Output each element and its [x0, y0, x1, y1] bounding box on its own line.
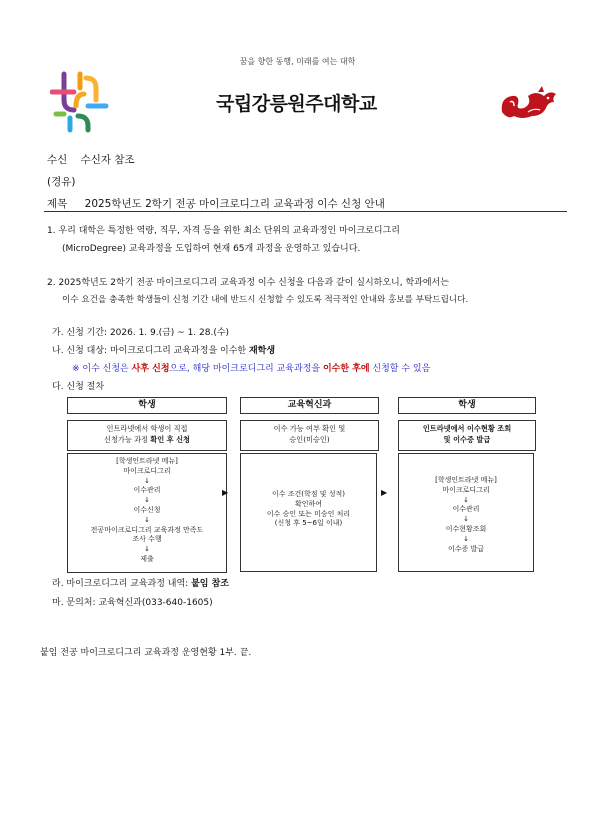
recipient-label: 수신 — [47, 154, 68, 166]
note-bold-1: 사후 신청 — [131, 364, 170, 374]
flow-col1-desc-line2-prefix: 신청가능 과정 — [104, 435, 151, 444]
item-target — [52, 343, 275, 356]
dragon-emblem-icon — [498, 86, 560, 124]
flow-col1-step: [학생인트라넷 메뉴] — [116, 457, 178, 465]
flow-col2-process — [240, 453, 377, 572]
flow-col1-down-arrow: ↓ — [144, 515, 150, 524]
university-logo-icon — [50, 70, 110, 134]
flow-col2-step: (신청 후 5~6일 이내) — [274, 519, 343, 528]
university-name: 국립강릉원주대학교 — [216, 93, 377, 115]
flow-col3-process — [398, 453, 534, 572]
item-procedure-title: 다. 신청 절차 — [52, 382, 105, 392]
flow-col3-down-arrow: ↓ — [463, 515, 469, 524]
flow-col1-desc-line2-bold: 확인 후 신청 — [150, 435, 190, 444]
slogan: 꿈을 향한 동행, 미래를 여는 대학 — [239, 57, 356, 66]
flow-col3-step: [학생인트라넷 메뉴] — [435, 476, 497, 484]
paragraph-1-line-2: (MicroDegree) 교육과정을 도입하여 현재 65개 과정을 운영하고 있습니다. — [62, 244, 361, 254]
flow-arrow-right-icon: ▶ — [222, 488, 229, 497]
recipient-value: 수신자 참조 — [80, 154, 135, 166]
flow-col2-step: 이수 승인 또는 미승인 처리 — [266, 509, 351, 518]
flow-col1-step: 전공마이크로디그리 교육과정 만족도 — [90, 525, 204, 534]
flow-col3-down-arrow: ↓ — [463, 495, 469, 504]
flow-col3-step: 이수관리 — [452, 505, 480, 514]
flow-col2-step: 이수 조건(학점 및 성적) — [272, 490, 345, 498]
flow-col3-down-arrow: ↓ — [463, 534, 469, 543]
flow-col3-description — [398, 420, 536, 451]
flow-col1-desc-line1: 인트라넷에서 학생이 직접 — [106, 424, 188, 433]
flow-col1-step: 제출 — [140, 554, 154, 563]
flow-col3-step: 마이크로디그리 — [442, 485, 490, 494]
flow-col1-step: 마이크로디그리 — [123, 466, 171, 475]
flow-arrow-right-icon: ▶ — [381, 488, 388, 497]
flow-col2-desc-line2: 승인(미승인) — [289, 435, 330, 444]
subject-divider — [44, 211, 567, 212]
flow-col1-down-arrow: ↓ — [144, 476, 150, 485]
note-bold-2: 이수한 후에 — [322, 364, 370, 374]
paragraph-2-line-1: 2. 2025학년도 2학기 전공 마이크로디그리 교육과정 이수 신청을 다음과 같이 실시하오니, 학과에서는 — [47, 278, 449, 288]
flow-col2-desc-line1: 이수 가능 여부 확인 및 — [273, 424, 346, 433]
note-line — [72, 361, 430, 374]
note-suffix: 신청할 수 있음 — [369, 364, 431, 374]
item-course-list-bold: 붙임 참조 — [191, 579, 229, 589]
item-target-text: 나. 신청 대상: 마이크로디그리 교육과정을 이수한 — [52, 346, 249, 356]
flow-col1-description — [67, 420, 227, 451]
flow-col3-header: 학생 — [398, 397, 536, 414]
via-line: (경유) — [47, 176, 76, 188]
flow-col1-down-arrow: ↓ — [144, 545, 150, 554]
paragraph-2-line-2: 이수 요건을 충족한 학생들이 신청 기간 내에 반드시 신청할 수 있도록 적극적인 안내와 홍보를 부탁드립니다. — [62, 295, 469, 305]
flow-col1-down-arrow: ↓ — [144, 496, 150, 505]
item-contact: 마. 문의처: 교육혁신과(033-640-1605) — [52, 598, 213, 608]
attachment-line: 붙임 전공 마이크로디그리 교육과정 운영현황 1부. 끝. — [40, 648, 252, 658]
note-prefix: ※ 이수 신청은 — [72, 364, 132, 374]
note-mid: 으로, 해당 마이크로디그리 교육과정을 — [169, 364, 323, 374]
flow-col3-step: 이수현황조회 — [445, 524, 487, 533]
item-application-period: 가. 신청 기간: 2026. 1. 9.(금) ~ 1. 28.(수) — [52, 328, 230, 338]
flow-col2-header: 교육혁신과 — [240, 397, 379, 414]
flow-col3-desc-line1: 인트라넷에서 이수현황 조회 — [422, 424, 512, 433]
flow-col1-step: 이수신청 — [133, 505, 161, 514]
flow-col2-description — [240, 420, 379, 451]
flow-col1-desc-line2 — [68, 434, 226, 445]
paragraph-1-line-1: 1. 우리 대학은 특정한 역량, 직무, 자격 등을 위한 최소 단위의 교육과정인 마이크로디그리 — [47, 226, 400, 236]
item-course-list — [52, 576, 229, 589]
subject-value: 2025학년도 2학기 전공 마이크로디그리 교육과정 이수 신청 안내 — [84, 198, 385, 210]
flow-col1-step: 이수관리 — [133, 486, 161, 495]
item-course-list-text: 라. 마이크로디그리 교육과정 내역: — [52, 579, 192, 589]
subject-row — [47, 196, 385, 211]
flow-col3-step: 이수증 발급 — [447, 544, 485, 553]
item-target-bold: 재학생 — [248, 346, 276, 356]
recipient-row — [47, 152, 135, 167]
subject-label: 제목 — [47, 198, 68, 210]
flow-col3-desc-line2: 및 이수증 발급 — [443, 435, 491, 444]
flow-col1-process — [67, 453, 227, 573]
flow-col1-step: 조사 수행 — [132, 535, 162, 544]
flow-col2-step: 확인하여 — [294, 499, 323, 508]
flow-col1-header: 학생 — [67, 397, 227, 414]
